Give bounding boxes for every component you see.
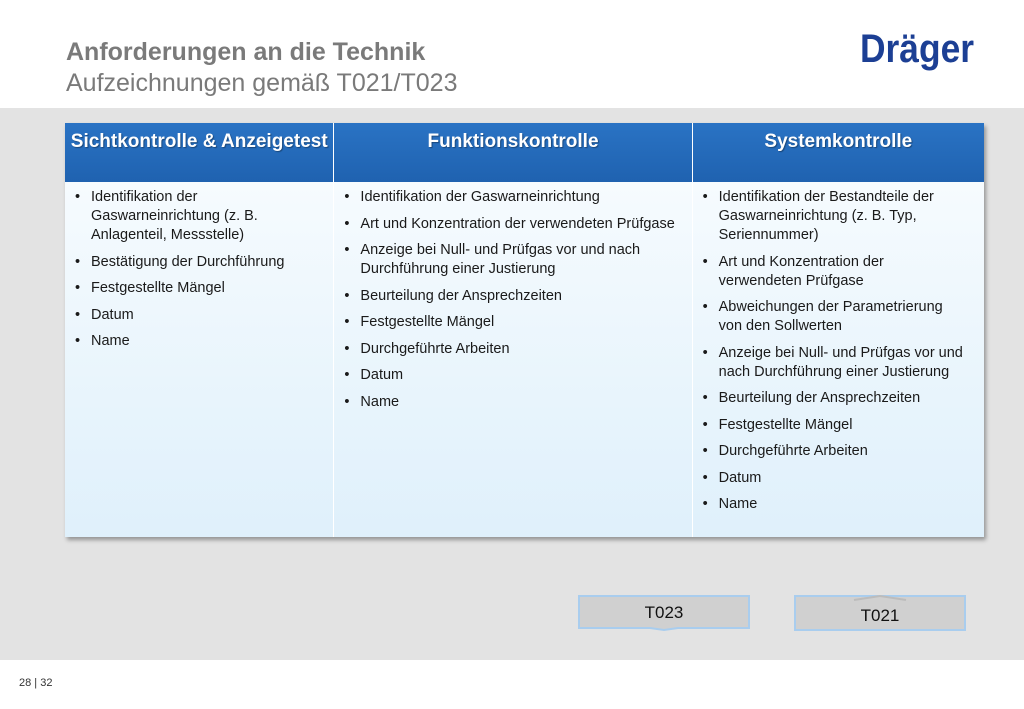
bullet-icon: •	[702, 189, 708, 205]
bullet-icon: •	[344, 393, 350, 410]
requirements-table	[65, 123, 984, 537]
list-item-text: Datum	[718, 469, 762, 486]
list-item-text: Anzeige bei Null- und Prüfgas vor und nach Durchführung einer Justierung	[718, 344, 963, 380]
bullet-icon: •	[344, 189, 350, 205]
bullet-icon: •	[702, 299, 708, 315]
list-item	[703, 442, 970, 461]
bullet-icon: •	[344, 340, 350, 357]
bullet-icon: •	[344, 242, 350, 258]
list-item	[75, 188, 319, 245]
list-item	[703, 416, 970, 435]
tag-label: T023	[644, 603, 684, 622]
bullet-icon: •	[344, 287, 350, 304]
list-item	[703, 389, 970, 408]
column-body	[334, 182, 691, 537]
column-systemkontrolle	[693, 123, 984, 537]
list-item-text: Anzeige bei Null- und Prüfgas vor und nach Durchführung einer Justierung	[360, 242, 641, 277]
list-item-text: Festgestellte Mängel	[91, 280, 225, 296]
list-item	[703, 469, 970, 488]
bullet-icon: •	[702, 416, 708, 433]
bullet-icon: •	[344, 314, 350, 330]
list-item	[75, 279, 319, 298]
list-item	[344, 340, 677, 359]
column-body	[65, 182, 333, 537]
list-item-text: Art und Konzentration der verwendeten Prüfgase	[360, 215, 675, 232]
bullet-icon: •	[75, 189, 81, 205]
column-funktionskontrolle	[334, 123, 692, 537]
title-block	[66, 37, 457, 99]
list-item	[703, 188, 970, 245]
bullet-icon: •	[344, 215, 350, 232]
list-item	[75, 306, 319, 325]
bullet-icon: •	[702, 344, 708, 361]
page-number: 28 | 32	[19, 677, 53, 689]
list-item-text: Beurteilung der Ansprechzeiten	[360, 287, 562, 304]
list-item-text: Identifikation der Bestandteile der Gaswarneinrichtung (z. B. Typ, Seriennummer)	[718, 189, 934, 243]
list-item	[344, 215, 677, 234]
tag-t023	[578, 595, 750, 631]
page-title: Anforderungen an die Technik	[66, 38, 426, 66]
bullet-icon: •	[75, 280, 81, 296]
list-item-text: Beurteilung der Ansprechzeiten	[718, 390, 921, 406]
bullet-icon: •	[702, 390, 708, 406]
list-item-text: Identifikation der Gaswarneinrichtung (z. B. Anlagenteil, Messstelle)	[91, 189, 258, 243]
list-item-text: Abweichungen der Parametrierung von den Sollwerten	[718, 299, 943, 334]
list-item-text: Datum	[360, 367, 404, 383]
list-item	[344, 287, 677, 306]
tag-t021	[794, 595, 966, 631]
bullet-icon: •	[75, 253, 81, 270]
list-item-text: Identifikation der Gaswarneinrichtung	[360, 189, 600, 205]
list-item	[344, 241, 677, 279]
page-subtitle: Aufzeichnungen gemäß T021/T023	[66, 69, 458, 97]
bullet-icon: •	[702, 496, 708, 512]
tag-label: T021	[860, 606, 900, 625]
list-item	[344, 393, 677, 412]
list-item	[75, 253, 319, 272]
list-item	[703, 253, 970, 291]
column-header: Funktionskontrolle	[334, 123, 691, 182]
column-header: Systemkontrolle	[693, 123, 984, 182]
list-item	[703, 344, 970, 382]
bullet-icon: •	[75, 306, 81, 323]
logo-wordmark: Dräger	[860, 27, 974, 71]
list-item-text: Durchgeführte Arbeiten	[718, 443, 868, 459]
list-item-text: Datum	[91, 306, 134, 323]
list-item-text: Name	[91, 333, 130, 349]
bullet-icon: •	[344, 367, 350, 383]
list-item	[703, 495, 970, 514]
column-body	[693, 182, 984, 537]
draeger-logo	[858, 26, 976, 72]
column-sichtkontrolle	[65, 123, 334, 537]
list-item	[75, 332, 319, 351]
list-item-text: Durchgeführte Arbeiten	[360, 340, 510, 357]
column-header: Sichtkontrolle & Anzeigetest	[65, 123, 333, 182]
bullet-icon: •	[702, 253, 708, 270]
list-item-text: Festgestellte Mängel	[360, 314, 495, 330]
list-item	[344, 366, 677, 385]
bullet-icon: •	[702, 469, 708, 486]
list-item-text: Bestätigung der Durchführung	[91, 253, 285, 270]
list-item	[344, 313, 677, 332]
list-item	[344, 188, 677, 207]
bullet-icon: •	[75, 333, 81, 349]
list-item-text: Festgestellte Mängel	[718, 416, 853, 433]
list-item-text: Art und Konzentration der verwendeten Prüfgase	[718, 253, 884, 289]
bullet-icon: •	[702, 443, 708, 459]
list-item-text: Name	[718, 496, 758, 512]
list-item-text: Name	[360, 393, 400, 410]
list-item	[703, 298, 970, 336]
